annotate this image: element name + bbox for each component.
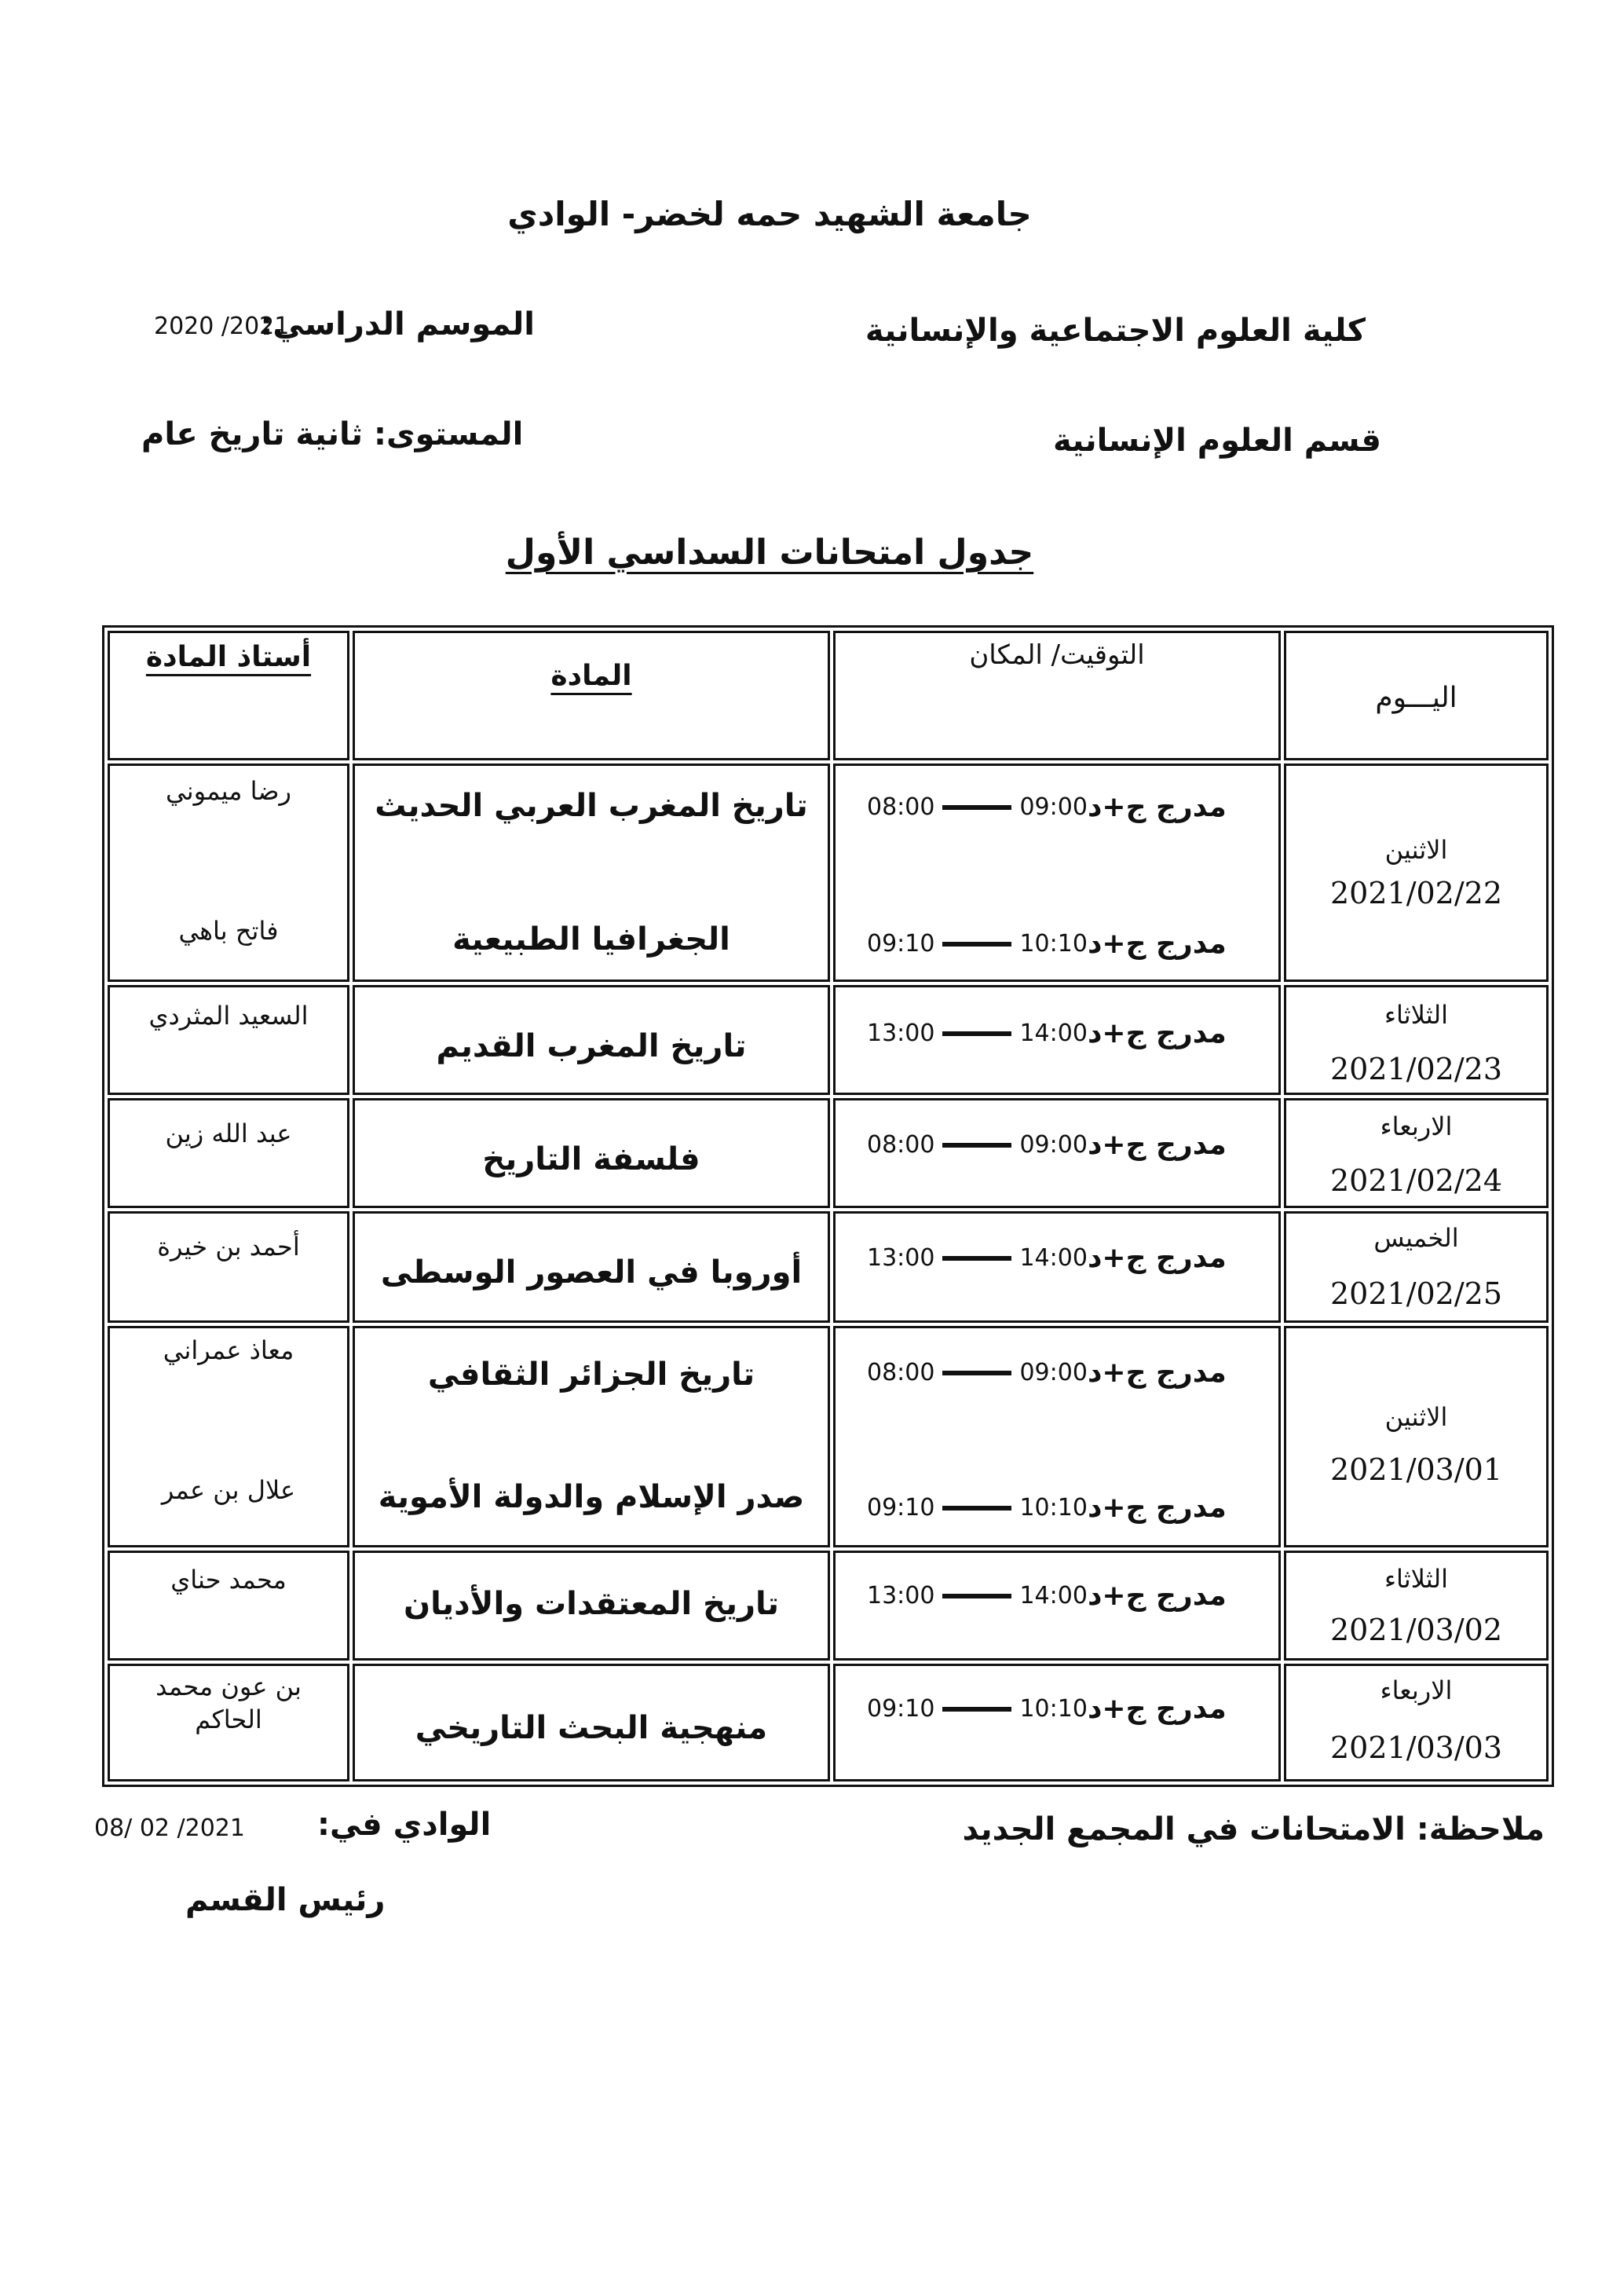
place-label: الوادي في: <box>317 1807 492 1843</box>
exam-schedule-table <box>102 625 1554 1787</box>
table-row <box>108 1551 1549 1661</box>
professor-name: فاتح باهي <box>178 916 279 946</box>
day-name: الاثنين <box>1384 1402 1448 1432</box>
subject-name: أوروبا في العصور الوسطى <box>380 1254 803 1291</box>
table-row <box>108 1326 1549 1547</box>
time-slot: 09:10 10:10 مدرج ج+د <box>867 1693 1227 1725</box>
professor-name: أحمد بن خيرة <box>157 1232 300 1262</box>
time-slot: 09:10 10:10 مدرج ج+د <box>867 928 1227 960</box>
subject-name: الجغرافيا الطبيعية <box>452 921 730 958</box>
table-row <box>108 1664 1549 1782</box>
exam-date: 2021/03/02 <box>1329 1613 1503 1647</box>
time-cell <box>833 985 1281 1095</box>
professor-cell <box>108 1211 349 1323</box>
table-row <box>108 985 1549 1095</box>
time-cell <box>833 764 1281 982</box>
header-subject: المادة <box>353 631 830 760</box>
time-cell <box>833 1211 1281 1323</box>
professor-name: علال بن عمر <box>161 1475 296 1505</box>
table-row <box>108 1211 1549 1323</box>
exam-date: 2021/02/22 <box>1329 876 1503 910</box>
time-slot: 08:00 09:00 مدرج ج+د <box>867 1129 1227 1161</box>
professor-name: عبد الله زين <box>165 1119 292 1148</box>
day-name: الثلاثاء <box>1384 1000 1449 1030</box>
time-slot: 13:00 14:00 مدرج ج+د <box>867 1017 1227 1049</box>
header-time-place: التوقيت/ المكان <box>833 631 1281 760</box>
subject-cell <box>353 985 830 1095</box>
day-cell <box>1284 985 1549 1095</box>
exam-date: 2021/02/25 <box>1329 1276 1503 1311</box>
time-cell <box>833 1098 1281 1208</box>
professor-cell <box>108 985 349 1095</box>
subject-name: تاريخ المعتقدات والأديان <box>403 1586 780 1622</box>
subject-cell <box>353 1098 830 1208</box>
subject-cell <box>353 1326 830 1547</box>
header-professor: أستاذ المادة <box>108 631 349 760</box>
professor-cell <box>108 1664 349 1782</box>
professor-name: رضا ميموني <box>166 776 291 806</box>
professor-name: محمد حناي <box>170 1565 287 1595</box>
document-title: جدول امتحانات السداسي الأول <box>505 533 1034 573</box>
place-date: 08/ 02 /2021 <box>94 1814 245 1842</box>
time-slot: 08:00 09:00 مدرج ج+د <box>867 1357 1227 1389</box>
subject-name: تاريخ المغرب القديم <box>436 1028 747 1064</box>
subject-cell <box>353 1551 830 1661</box>
head-of-department-signature: رئيس القسم <box>185 1882 386 1918</box>
day-name: الثلاثاء <box>1384 1564 1449 1594</box>
subject-cell <box>353 1211 830 1323</box>
time-slot: 13:00 14:00 مدرج ج+د <box>867 1242 1227 1274</box>
subject-name: تاريخ الجزائر الثقافي <box>427 1357 755 1393</box>
subject-name: تاريخ المغرب العربي الحديث <box>375 788 808 824</box>
exam-date: 2021/03/03 <box>1329 1730 1503 1765</box>
professor-cell <box>108 1098 349 1208</box>
day-cell <box>1284 1326 1549 1547</box>
time-slot: 08:00 09:00 مدرج ج+د <box>867 791 1227 823</box>
exam-date: 2021/03/01 <box>1329 1452 1503 1487</box>
day-name: الاربعاء <box>1380 1675 1453 1705</box>
subject-name: منهجية البحث التاريخي <box>415 1710 768 1746</box>
time-slot: 13:00 14:00 مدرج ج+د <box>867 1580 1227 1612</box>
professor-name: معاذ عمراني <box>163 1335 294 1365</box>
time-cell <box>833 1326 1281 1547</box>
subject-cell <box>353 764 830 982</box>
professor-name: السعيد المثردي <box>148 1001 309 1031</box>
table-row <box>108 1098 1549 1208</box>
professor-name: بن عون محمد الحاكم <box>155 1672 302 1734</box>
university-name: جامعة الشهيد حمه لخضر- الوادي <box>507 195 1032 233</box>
subject-name: فلسفة التاريخ <box>482 1141 700 1177</box>
day-cell <box>1284 1098 1549 1208</box>
subject-name: صدر الإسلام والدولة الأموية <box>378 1479 805 1515</box>
day-cell <box>1284 1664 1549 1782</box>
professor-cell <box>108 1326 349 1547</box>
faculty-name: كلية العلوم الاجتماعية والإنسانية <box>865 313 1366 349</box>
exam-date: 2021/02/24 <box>1329 1163 1503 1198</box>
day-cell <box>1284 1211 1549 1323</box>
exam-date: 2021/02/23 <box>1329 1052 1503 1086</box>
department-name: قسم العلوم الإنسانية <box>1053 423 1381 459</box>
day-name: الخميس <box>1373 1223 1459 1253</box>
day-cell <box>1284 764 1549 982</box>
study-level: المستوى: ثانية تاريخ عام <box>141 416 524 452</box>
time-cell <box>833 1664 1281 1782</box>
time-slot: 09:10 10:10 مدرج ج+د <box>867 1492 1227 1524</box>
time-cell <box>833 1551 1281 1661</box>
season-value: 2020 /2021 <box>154 313 290 340</box>
subject-cell <box>353 1664 830 1782</box>
day-name: الاثنين <box>1384 835 1448 865</box>
day-cell <box>1284 1551 1549 1661</box>
footer-note: ملاحظة: الامتحانات في المجمع الجديد <box>962 1811 1545 1847</box>
day-name: الاربعاء <box>1380 1111 1453 1141</box>
professor-cell <box>108 764 349 982</box>
table-header-row <box>108 631 1549 760</box>
table-row <box>108 764 1549 982</box>
header-day: اليـــوم <box>1284 631 1549 760</box>
season-label: الموسم الدراسي: <box>260 306 535 342</box>
professor-cell <box>108 1551 349 1661</box>
